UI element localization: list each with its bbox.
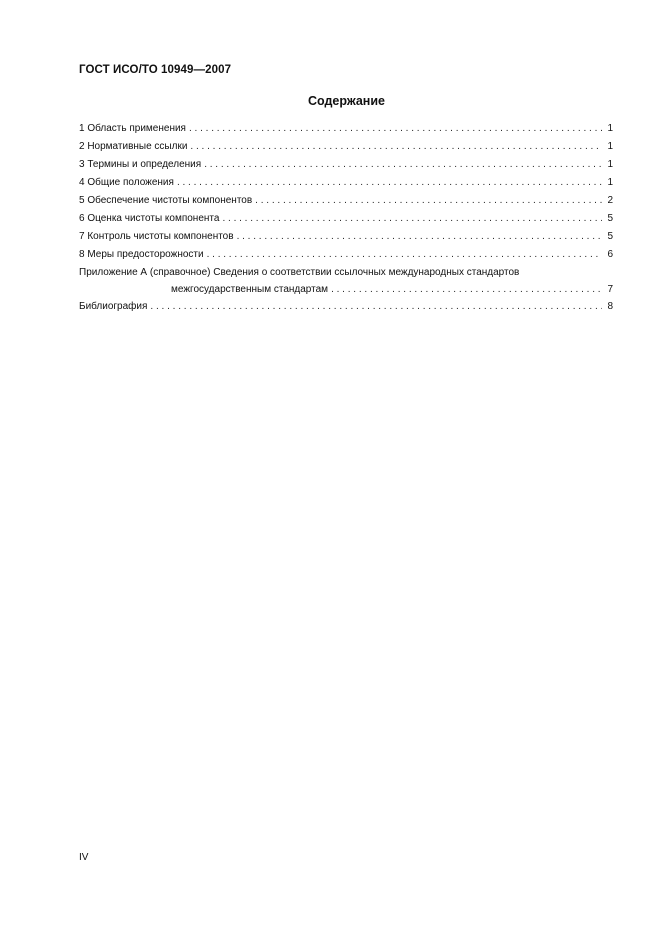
appendix-title-line2: межгосударственным стандартам (171, 284, 329, 295)
toc-entry-label: Библиография (79, 301, 148, 312)
toc-entry-bibliography[interactable] (79, 298, 613, 316)
toc-entry-page: 5 (607, 213, 613, 224)
dot-leader (177, 174, 602, 192)
toc-entry-page: 1 (607, 123, 613, 134)
toc-entry[interactable] (79, 156, 613, 174)
toc-entry-label: 1 Область применения (79, 123, 186, 134)
toc-entry-label: 3 Термины и определения (79, 159, 202, 170)
toc-entry-label: 4 Общие положения (79, 177, 174, 188)
page-number: IV (79, 852, 89, 863)
toc-entry-label: 8 Меры предосторожности (79, 249, 204, 260)
toc-entry[interactable] (79, 246, 613, 264)
toc-entry-page: 5 (607, 231, 613, 242)
appendix-title-line1: Приложение А (справочное) Сведения о соответствии ссылочных международных стандартов (79, 267, 520, 278)
dot-leader (331, 281, 602, 298)
toc-entry-page: 2 (607, 195, 613, 206)
toc-entry-label: 6 Оценка чистоты компонента (79, 213, 220, 224)
dot-leader (207, 246, 602, 264)
toc-entry-page: 1 (607, 159, 613, 170)
toc-title: Содержание (307, 94, 385, 108)
toc-entry-page: 8 (607, 301, 613, 312)
dot-leader (190, 138, 602, 156)
toc-entry[interactable] (79, 138, 613, 156)
document-header: ГОСТ ИСО/ТО 10949—2007 (79, 64, 232, 76)
toc-entry-page: 1 (607, 177, 613, 188)
toc-entry-page: 6 (607, 249, 613, 260)
toc-entry[interactable] (79, 228, 613, 246)
toc-entry[interactable] (79, 174, 613, 192)
dot-leader (255, 192, 602, 210)
toc-entry[interactable] (79, 120, 613, 138)
dot-leader (222, 210, 602, 228)
toc-entry-page: 1 (607, 141, 613, 152)
toc-entry[interactable] (79, 210, 613, 228)
toc-entry-page: 7 (607, 284, 613, 295)
toc-entry-appendix[interactable] (79, 264, 613, 298)
toc-entry-label: 5 Обеспечение чистоты компонентов (79, 195, 253, 206)
dot-leader (237, 228, 602, 246)
toc-entry-label: 7 Контроль чистоты компонентов (79, 231, 234, 242)
dot-leader (204, 156, 602, 174)
table-of-contents (79, 120, 613, 316)
appendix-line2-row (79, 281, 613, 298)
dot-leader (150, 298, 602, 316)
dot-leader (189, 120, 602, 138)
toc-title-wrapper (0, 94, 661, 108)
toc-entry[interactable] (79, 192, 613, 210)
toc-entry-label: 2 Нормативные ссылки (79, 141, 188, 152)
